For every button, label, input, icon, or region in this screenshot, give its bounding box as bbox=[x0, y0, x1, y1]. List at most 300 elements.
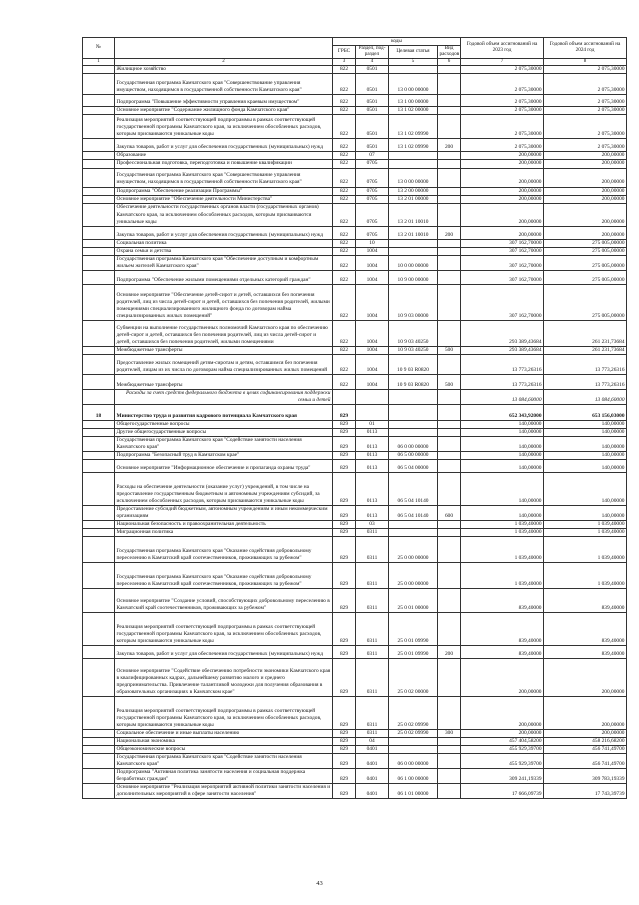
cell-v2024: 13 773,26316 bbox=[544, 374, 627, 389]
cell-name: Реализация мероприятий соответствующей подпрограммы в рамках соответствующей государственной программы Камчатского края, за исключением обособленных расходов, которым присваиваются уникальные коды bbox=[115, 696, 333, 729]
cell-v2023: 2 075,30000 bbox=[461, 139, 544, 152]
cell-name: Государственная программа Камчатского края "Совершенствование управления имуществом, находящимся в государственной собственности Камчатского края" bbox=[115, 168, 333, 187]
cell-v2023: 2 075,30000 bbox=[461, 107, 544, 115]
cell-num bbox=[83, 451, 115, 459]
cell-grbs: 829 bbox=[333, 505, 356, 520]
cell-grbs: 829 bbox=[333, 588, 356, 612]
cell-type bbox=[438, 354, 461, 374]
cell-num bbox=[83, 520, 115, 528]
table-row bbox=[83, 658, 627, 696]
cell-target: 10 9 03 40250 bbox=[389, 346, 438, 354]
cell-num bbox=[83, 160, 115, 168]
cell-name: Жилищное хозяйство bbox=[115, 66, 333, 74]
cell-type bbox=[438, 107, 461, 115]
column-number: 3 bbox=[333, 58, 356, 66]
cell-v2024: 261 231,73684 bbox=[544, 320, 627, 346]
table-row bbox=[83, 160, 627, 168]
cell-sec: 0501 bbox=[356, 95, 389, 107]
table-row bbox=[83, 645, 627, 658]
cell-type bbox=[438, 168, 461, 187]
table-row bbox=[83, 346, 627, 354]
cell-num bbox=[83, 428, 115, 436]
cell-num bbox=[83, 115, 115, 139]
cell-name: Социальное обеспечение и иные выплаты населению bbox=[115, 729, 333, 737]
cell-type bbox=[438, 520, 461, 528]
cell-v2023: 140,00000 bbox=[461, 420, 544, 428]
cell-grbs: 829 bbox=[333, 451, 356, 459]
cell-name: Общеэкономические вопросы bbox=[115, 745, 333, 753]
cell-num bbox=[83, 472, 115, 505]
cell-v2023: 140,00000 bbox=[461, 451, 544, 459]
cell-grbs: 822 bbox=[333, 247, 356, 255]
cell-sec bbox=[356, 404, 389, 420]
cell-grbs: 829 bbox=[333, 745, 356, 753]
cell-name: Государственная программа Камчатского края "Совершенствование управления имуществом, находящимся в государственной собственности Камчатского края" bbox=[115, 74, 333, 95]
cell-grbs: 822 bbox=[333, 320, 356, 346]
cell-grbs: 822 bbox=[333, 195, 356, 203]
cell-num bbox=[83, 528, 115, 536]
table-row bbox=[83, 404, 627, 420]
cell-target bbox=[389, 152, 438, 160]
cell-v2024: 839,40000 bbox=[544, 588, 627, 612]
cell-type bbox=[438, 66, 461, 74]
cell-type bbox=[438, 451, 461, 459]
cell-sec: 0501 bbox=[356, 107, 389, 115]
cell-v2023: 307 162,70000 bbox=[461, 255, 544, 270]
table-row bbox=[83, 74, 627, 95]
table-row bbox=[83, 536, 627, 562]
table-row bbox=[83, 95, 627, 107]
cell-name: Другие общегосударственные вопросы bbox=[115, 428, 333, 436]
header-codes: коды bbox=[333, 38, 461, 46]
cell-grbs: 822 bbox=[333, 239, 356, 247]
cell-type bbox=[438, 753, 461, 768]
cell-type bbox=[438, 247, 461, 255]
cell-v2023: 13 084,60000 bbox=[461, 389, 544, 404]
table-row bbox=[83, 115, 627, 139]
cell-target: 10 9 03 00000 bbox=[389, 284, 438, 320]
cell-v2023: 307 162,70000 bbox=[461, 247, 544, 255]
table-row bbox=[83, 107, 627, 115]
header-name bbox=[115, 38, 333, 59]
cell-num bbox=[83, 658, 115, 696]
cell-v2023: 2 075,30000 bbox=[461, 74, 544, 95]
cell-grbs: 829 bbox=[333, 436, 356, 451]
cell-grbs: 829 bbox=[333, 696, 356, 729]
cell-type bbox=[438, 152, 461, 160]
cell-target: 13 0 00 00000 bbox=[389, 74, 438, 95]
cell-sec: 0501 bbox=[356, 115, 389, 139]
cell-num bbox=[83, 195, 115, 203]
cell-sec: 0705 bbox=[356, 203, 389, 226]
cell-grbs: 822 bbox=[333, 107, 356, 115]
cell-name: Подпрограмма "Активная политика занятости населения и социальная поддержка безработных граждан" bbox=[115, 768, 333, 783]
table-row bbox=[83, 187, 627, 195]
cell-grbs: 829 bbox=[333, 420, 356, 428]
cell-type bbox=[438, 588, 461, 612]
cell-sec: 0311 bbox=[356, 562, 389, 588]
cell-type: 200 bbox=[438, 139, 461, 152]
cell-v2024: 1 039,40000 bbox=[544, 562, 627, 588]
cell-name: Государственная программа Камчатского края "Содействие занятости населения Камчатского края" bbox=[115, 436, 333, 451]
cell-v2023: 2 075,30000 bbox=[461, 66, 544, 74]
cell-name: Обеспечение деятельности государственных органов власти (государственных органов) Камчатского края, за исключением обособленных расходов, которым присваиваются уникальные коды bbox=[115, 203, 333, 226]
cell-type bbox=[438, 187, 461, 195]
cell-v2024: 2 075,30000 bbox=[544, 95, 627, 107]
cell-v2023: 13 773,26316 bbox=[461, 354, 544, 374]
cell-target: 13 1 02 00000 bbox=[389, 107, 438, 115]
cell-v2024: 140,00000 bbox=[544, 505, 627, 520]
cell-sec: 0705 bbox=[356, 187, 389, 195]
cell-name: Государственная программа Камчатского края "Оказание содействия добровольному переселению в Камчатский край соотечественников, проживающих за рубежом" bbox=[115, 562, 333, 588]
cell-grbs: 829 bbox=[333, 459, 356, 472]
cell-target bbox=[389, 247, 438, 255]
cell-v2023: 293 389,43684 bbox=[461, 320, 544, 346]
cell-type bbox=[438, 528, 461, 536]
cell-target: 06 0 00 00000 bbox=[389, 753, 438, 768]
cell-v2023: 200,00000 bbox=[461, 160, 544, 168]
cell-v2023: 455 929,39700 bbox=[461, 753, 544, 768]
cell-target: 10 9 03 40250 bbox=[389, 320, 438, 346]
table-body bbox=[83, 66, 627, 798]
cell-type bbox=[438, 115, 461, 139]
cell-target: 25 0 02 09990 bbox=[389, 696, 438, 729]
cell-v2024: 200,00000 bbox=[544, 168, 627, 187]
cell-v2024: 456 741,49700 bbox=[544, 753, 627, 768]
cell-name: Подпрограмма "Обеспечение реализации Программы" bbox=[115, 187, 333, 195]
cell-grbs: 822 bbox=[333, 168, 356, 187]
cell-target: 10 9 03 R0820 bbox=[389, 354, 438, 374]
cell-type bbox=[438, 562, 461, 588]
cell-v2023: 293 389,43684 bbox=[461, 346, 544, 354]
cell-num bbox=[83, 562, 115, 588]
cell-sec: 0311 bbox=[356, 658, 389, 696]
cell-v2024: 200,00000 bbox=[544, 195, 627, 203]
cell-name: Основное мероприятие "Обеспечение детей-сирот и детей, оставшихся без попечения родителей, лиц из числа детей-сирот и детей, оставшихся без попечения родителей, жилыми помещениями специализированного жилищного фонда по договорам найма специализированных жилых помещений" bbox=[115, 284, 333, 320]
cell-num bbox=[83, 152, 115, 160]
cell-v2023: 13 773,26316 bbox=[461, 374, 544, 389]
table-row bbox=[83, 152, 627, 160]
cell-type bbox=[438, 203, 461, 226]
header-volume-2023: Годовой объем ассигнований на 2023 год bbox=[461, 38, 544, 59]
cell-grbs: 829 bbox=[333, 528, 356, 536]
cell-target: 06 1 01 00000 bbox=[389, 783, 438, 798]
cell-sec: 0311 bbox=[356, 536, 389, 562]
cell-type bbox=[438, 404, 461, 420]
table-row bbox=[83, 745, 627, 753]
cell-num bbox=[83, 203, 115, 226]
cell-sec: 0401 bbox=[356, 745, 389, 753]
cell-grbs: 822 bbox=[333, 203, 356, 226]
cell-grbs: 829 bbox=[333, 404, 356, 420]
cell-type: 300 bbox=[438, 729, 461, 737]
cell-sec: 0311 bbox=[356, 612, 389, 645]
cell-v2024: 140,00000 bbox=[544, 472, 627, 505]
cell-sec: 04 bbox=[356, 737, 389, 745]
cell-v2023: 455 929,39700 bbox=[461, 745, 544, 753]
cell-type bbox=[438, 95, 461, 107]
cell-v2023: 140,00000 bbox=[461, 436, 544, 451]
cell-num bbox=[83, 255, 115, 270]
cell-target: 25 0 01 00000 bbox=[389, 588, 438, 612]
cell-sec: 0705 bbox=[356, 226, 389, 239]
cell-type: 500 bbox=[438, 374, 461, 389]
cell-num bbox=[83, 612, 115, 645]
header-exp-type: Вид расходов bbox=[439, 45, 460, 57]
cell-v2024: 140,00000 bbox=[544, 459, 627, 472]
cell-grbs: 829 bbox=[333, 729, 356, 737]
cell-num bbox=[83, 354, 115, 374]
cell-num bbox=[83, 505, 115, 520]
cell-name: Профессиональная подготовка, переподготовка и повышение квалификации bbox=[115, 160, 333, 168]
cell-type bbox=[438, 239, 461, 247]
header-volume-2024: Годовой объем ассигнований на 2024 год bbox=[544, 38, 627, 59]
cell-v2023: 140,00000 bbox=[461, 459, 544, 472]
cell-v2023: 1 039,40000 bbox=[461, 528, 544, 536]
cell-v2024: 200,00000 bbox=[544, 160, 627, 168]
cell-v2024: 200,00000 bbox=[544, 729, 627, 737]
cell-grbs: 822 bbox=[333, 115, 356, 139]
cell-num bbox=[83, 696, 115, 729]
table-row bbox=[83, 420, 627, 428]
cell-v2024: 2 075,30000 bbox=[544, 139, 627, 152]
cell-name: Предоставление субсидий бюджетным, автономным учреждениям и иным некоммерческим организациям bbox=[115, 505, 333, 520]
cell-v2024: 275 005,00000 bbox=[544, 255, 627, 270]
table-row bbox=[83, 139, 627, 152]
cell-sec: 0113 bbox=[356, 472, 389, 505]
cell-name: Национальная экономика bbox=[115, 737, 333, 745]
cell-num bbox=[83, 389, 115, 404]
cell-num bbox=[83, 729, 115, 737]
cell-name: Межбюджетные трансферты bbox=[115, 374, 333, 389]
cell-num bbox=[83, 239, 115, 247]
cell-sec: 1004 bbox=[356, 374, 389, 389]
cell-v2024: 13 773,26316 bbox=[544, 354, 627, 374]
column-number: 5 bbox=[389, 58, 438, 66]
cell-v2023: 200,00000 bbox=[461, 187, 544, 195]
cell-name: Основное мероприятие "Реализация мероприятий активной политики занятости населения и дополнительных мероприятий в сфере занятости населения" bbox=[115, 783, 333, 798]
table-row bbox=[83, 284, 627, 320]
cell-type bbox=[438, 696, 461, 729]
cell-v2024: 200,00000 bbox=[544, 658, 627, 696]
cell-v2024: 653 156,03000 bbox=[544, 404, 627, 420]
cell-num bbox=[83, 168, 115, 187]
cell-v2023: 1 039,40000 bbox=[461, 536, 544, 562]
table-row bbox=[83, 270, 627, 284]
cell-v2024: 1 039,40000 bbox=[544, 520, 627, 528]
cell-type bbox=[438, 745, 461, 753]
cell-target bbox=[389, 528, 438, 536]
cell-v2023: 2 075,30000 bbox=[461, 115, 544, 139]
table-row bbox=[83, 729, 627, 737]
table-row bbox=[83, 320, 627, 346]
cell-target: 25 0 02 00000 bbox=[389, 658, 438, 696]
cell-target: 06 5 04 10140 bbox=[389, 472, 438, 505]
cell-v2023: 839,40000 bbox=[461, 588, 544, 612]
cell-target bbox=[389, 404, 438, 420]
cell-v2023: 307 162,70000 bbox=[461, 270, 544, 284]
cell-v2024: 2 075,30000 bbox=[544, 74, 627, 95]
cell-grbs: 829 bbox=[333, 428, 356, 436]
cell-v2023: 200,00000 bbox=[461, 696, 544, 729]
table-row bbox=[83, 203, 627, 226]
cell-sec: 0113 bbox=[356, 436, 389, 451]
cell-name: Закупка товаров, работ и услуг для обеспечения государственных (муниципальных) нужд bbox=[115, 645, 333, 658]
cell-v2024: 275 005,00000 bbox=[544, 239, 627, 247]
cell-num bbox=[83, 66, 115, 74]
cell-type bbox=[438, 737, 461, 745]
column-number-row bbox=[83, 58, 627, 66]
cell-sec: 1004 bbox=[356, 284, 389, 320]
cell-name: Основное мероприятие "Создание условий, способствующих добровольному переселению в Камчатский край соотечественников, проживающих за рубежом" bbox=[115, 588, 333, 612]
cell-type bbox=[438, 320, 461, 346]
cell-name: Социальная политика bbox=[115, 239, 333, 247]
cell-type bbox=[438, 428, 461, 436]
cell-num bbox=[83, 346, 115, 354]
cell-v2024: 275 005,00000 bbox=[544, 284, 627, 320]
cell-v2023: 140,00000 bbox=[461, 472, 544, 505]
table-row bbox=[83, 753, 627, 768]
cell-grbs: 822 bbox=[333, 226, 356, 239]
cell-sec: 0501 bbox=[356, 74, 389, 95]
cell-v2023: 200,00000 bbox=[461, 729, 544, 737]
cell-name: Государственная программа Камчатского края "Оказание содействия добровольному переселению в Камчатский край соотечественников, проживающих за рубежом" bbox=[115, 536, 333, 562]
cell-type bbox=[438, 436, 461, 451]
cell-name: Образование bbox=[115, 152, 333, 160]
cell-v2024: 13 084,60000 bbox=[544, 389, 627, 404]
cell-grbs: 829 bbox=[333, 536, 356, 562]
cell-v2023: 309 241,19339 bbox=[461, 768, 544, 783]
table-row bbox=[83, 354, 627, 374]
cell-name: Охрана семьи и детства bbox=[115, 247, 333, 255]
cell-num bbox=[83, 420, 115, 428]
cell-sec: 0311 bbox=[356, 696, 389, 729]
table-row bbox=[83, 768, 627, 783]
cell-sec: 1004 bbox=[356, 354, 389, 374]
table-row bbox=[83, 588, 627, 612]
cell-num bbox=[83, 459, 115, 472]
table-row bbox=[83, 239, 627, 247]
cell-grbs: 829 bbox=[333, 612, 356, 645]
cell-name: Основное мероприятие "Содействие обеспечению потребности экономики Камчатского края в квалифицированных кадрах, дальнейшему развитию малого и среднего предпринимательства. Привлечение талантливой молодежи для получения образования в образовательных организациях в Камчатском крае" bbox=[115, 658, 333, 696]
cell-type: 600 bbox=[438, 505, 461, 520]
cell-target: 25 0 02 09990 bbox=[389, 729, 438, 737]
budget-table bbox=[82, 37, 627, 799]
cell-type bbox=[438, 160, 461, 168]
cell-grbs: 829 bbox=[333, 737, 356, 745]
cell-grbs bbox=[333, 389, 356, 404]
table-row bbox=[83, 255, 627, 270]
cell-sec: 1004 bbox=[356, 270, 389, 284]
cell-target: 13 0 00 00000 bbox=[389, 168, 438, 187]
cell-target: 06 5 04 00000 bbox=[389, 459, 438, 472]
cell-v2023: 839,40000 bbox=[461, 645, 544, 658]
column-number: 2 bbox=[115, 58, 333, 66]
cell-v2023: 140,00000 bbox=[461, 505, 544, 520]
cell-target: 06 5 04 10140 bbox=[389, 505, 438, 520]
cell-v2023: 1 039,40000 bbox=[461, 562, 544, 588]
cell-name: Государственная программа Камчатского края "Обеспечение доступным и комфортным жильем жителей Камчатского края" bbox=[115, 255, 333, 270]
cell-target: 13 1 02 09990 bbox=[389, 139, 438, 152]
cell-grbs: 822 bbox=[333, 270, 356, 284]
column-number: 7 bbox=[461, 58, 544, 66]
cell-grbs: 822 bbox=[333, 346, 356, 354]
cell-num bbox=[83, 74, 115, 95]
cell-num bbox=[83, 768, 115, 783]
cell-type bbox=[438, 612, 461, 645]
cell-num bbox=[83, 745, 115, 753]
table-row bbox=[83, 696, 627, 729]
cell-type bbox=[438, 536, 461, 562]
cell-num bbox=[83, 436, 115, 451]
table-row bbox=[83, 436, 627, 451]
cell-target: 10 0 00 00000 bbox=[389, 255, 438, 270]
cell-type bbox=[438, 472, 461, 505]
cell-sec: 1004 bbox=[356, 247, 389, 255]
cell-v2023: 200,00000 bbox=[461, 226, 544, 239]
cell-sec: 0113 bbox=[356, 451, 389, 459]
table-row bbox=[83, 226, 627, 239]
cell-num bbox=[83, 187, 115, 195]
cell-v2024: 458 216,68200 bbox=[544, 737, 627, 745]
cell-v2023: 200,00000 bbox=[461, 195, 544, 203]
cell-num bbox=[83, 374, 115, 389]
cell-v2024: 1 039,40000 bbox=[544, 536, 627, 562]
cell-grbs: 829 bbox=[333, 562, 356, 588]
column-number: 1 bbox=[83, 58, 115, 66]
cell-name: Миграционная политика bbox=[115, 528, 333, 536]
cell-v2024: 2 075,30000 bbox=[544, 115, 627, 139]
cell-target: 13 1 02 09990 bbox=[389, 115, 438, 139]
cell-grbs: 822 bbox=[333, 354, 356, 374]
cell-v2024: 200,00000 bbox=[544, 203, 627, 226]
cell-name: Национальная безопасность и правоохранительная деятельность bbox=[115, 520, 333, 528]
cell-v2024: 275 005,00000 bbox=[544, 270, 627, 284]
table-row bbox=[83, 472, 627, 505]
cell-sec: 0113 bbox=[356, 428, 389, 436]
cell-target: 25 0 01 09990 bbox=[389, 612, 438, 645]
table-header bbox=[83, 38, 627, 66]
cell-grbs: 822 bbox=[333, 255, 356, 270]
cell-name: Общегосударственные вопросы bbox=[115, 420, 333, 428]
cell-target: 13 2 01 00000 bbox=[389, 195, 438, 203]
cell-sec: 0401 bbox=[356, 753, 389, 768]
cell-num bbox=[83, 107, 115, 115]
cell-sec bbox=[356, 389, 389, 404]
cell-grbs: 829 bbox=[333, 658, 356, 696]
cell-name: Основное мероприятие "Информационное обеспечение и пропаганда охраны труда" bbox=[115, 459, 333, 472]
cell-v2024: 1 039,40000 bbox=[544, 528, 627, 536]
cell-v2024: 140,00000 bbox=[544, 420, 627, 428]
cell-num bbox=[83, 737, 115, 745]
cell-type: 500 bbox=[438, 346, 461, 354]
cell-name: Межбюджетные трансферты bbox=[115, 346, 333, 354]
cell-name: Министерство труда и развития кадрового потенциала Камчатского края bbox=[115, 404, 333, 420]
cell-grbs: 829 bbox=[333, 768, 356, 783]
cell-num bbox=[83, 753, 115, 768]
cell-name: Подпрограмма "Безопасный труд в Камчатском крае" bbox=[115, 451, 333, 459]
table-row bbox=[83, 428, 627, 436]
cell-num bbox=[83, 536, 115, 562]
cell-sec: 0401 bbox=[356, 783, 389, 798]
cell-target: 06 1 00 00000 bbox=[389, 768, 438, 783]
cell-v2024: 2 075,30000 bbox=[544, 107, 627, 115]
cell-grbs: 822 bbox=[333, 95, 356, 107]
header-section: Раздел, под-раздел bbox=[356, 46, 389, 59]
cell-grbs: 829 bbox=[333, 472, 356, 505]
cell-target bbox=[389, 66, 438, 74]
table-row bbox=[83, 195, 627, 203]
